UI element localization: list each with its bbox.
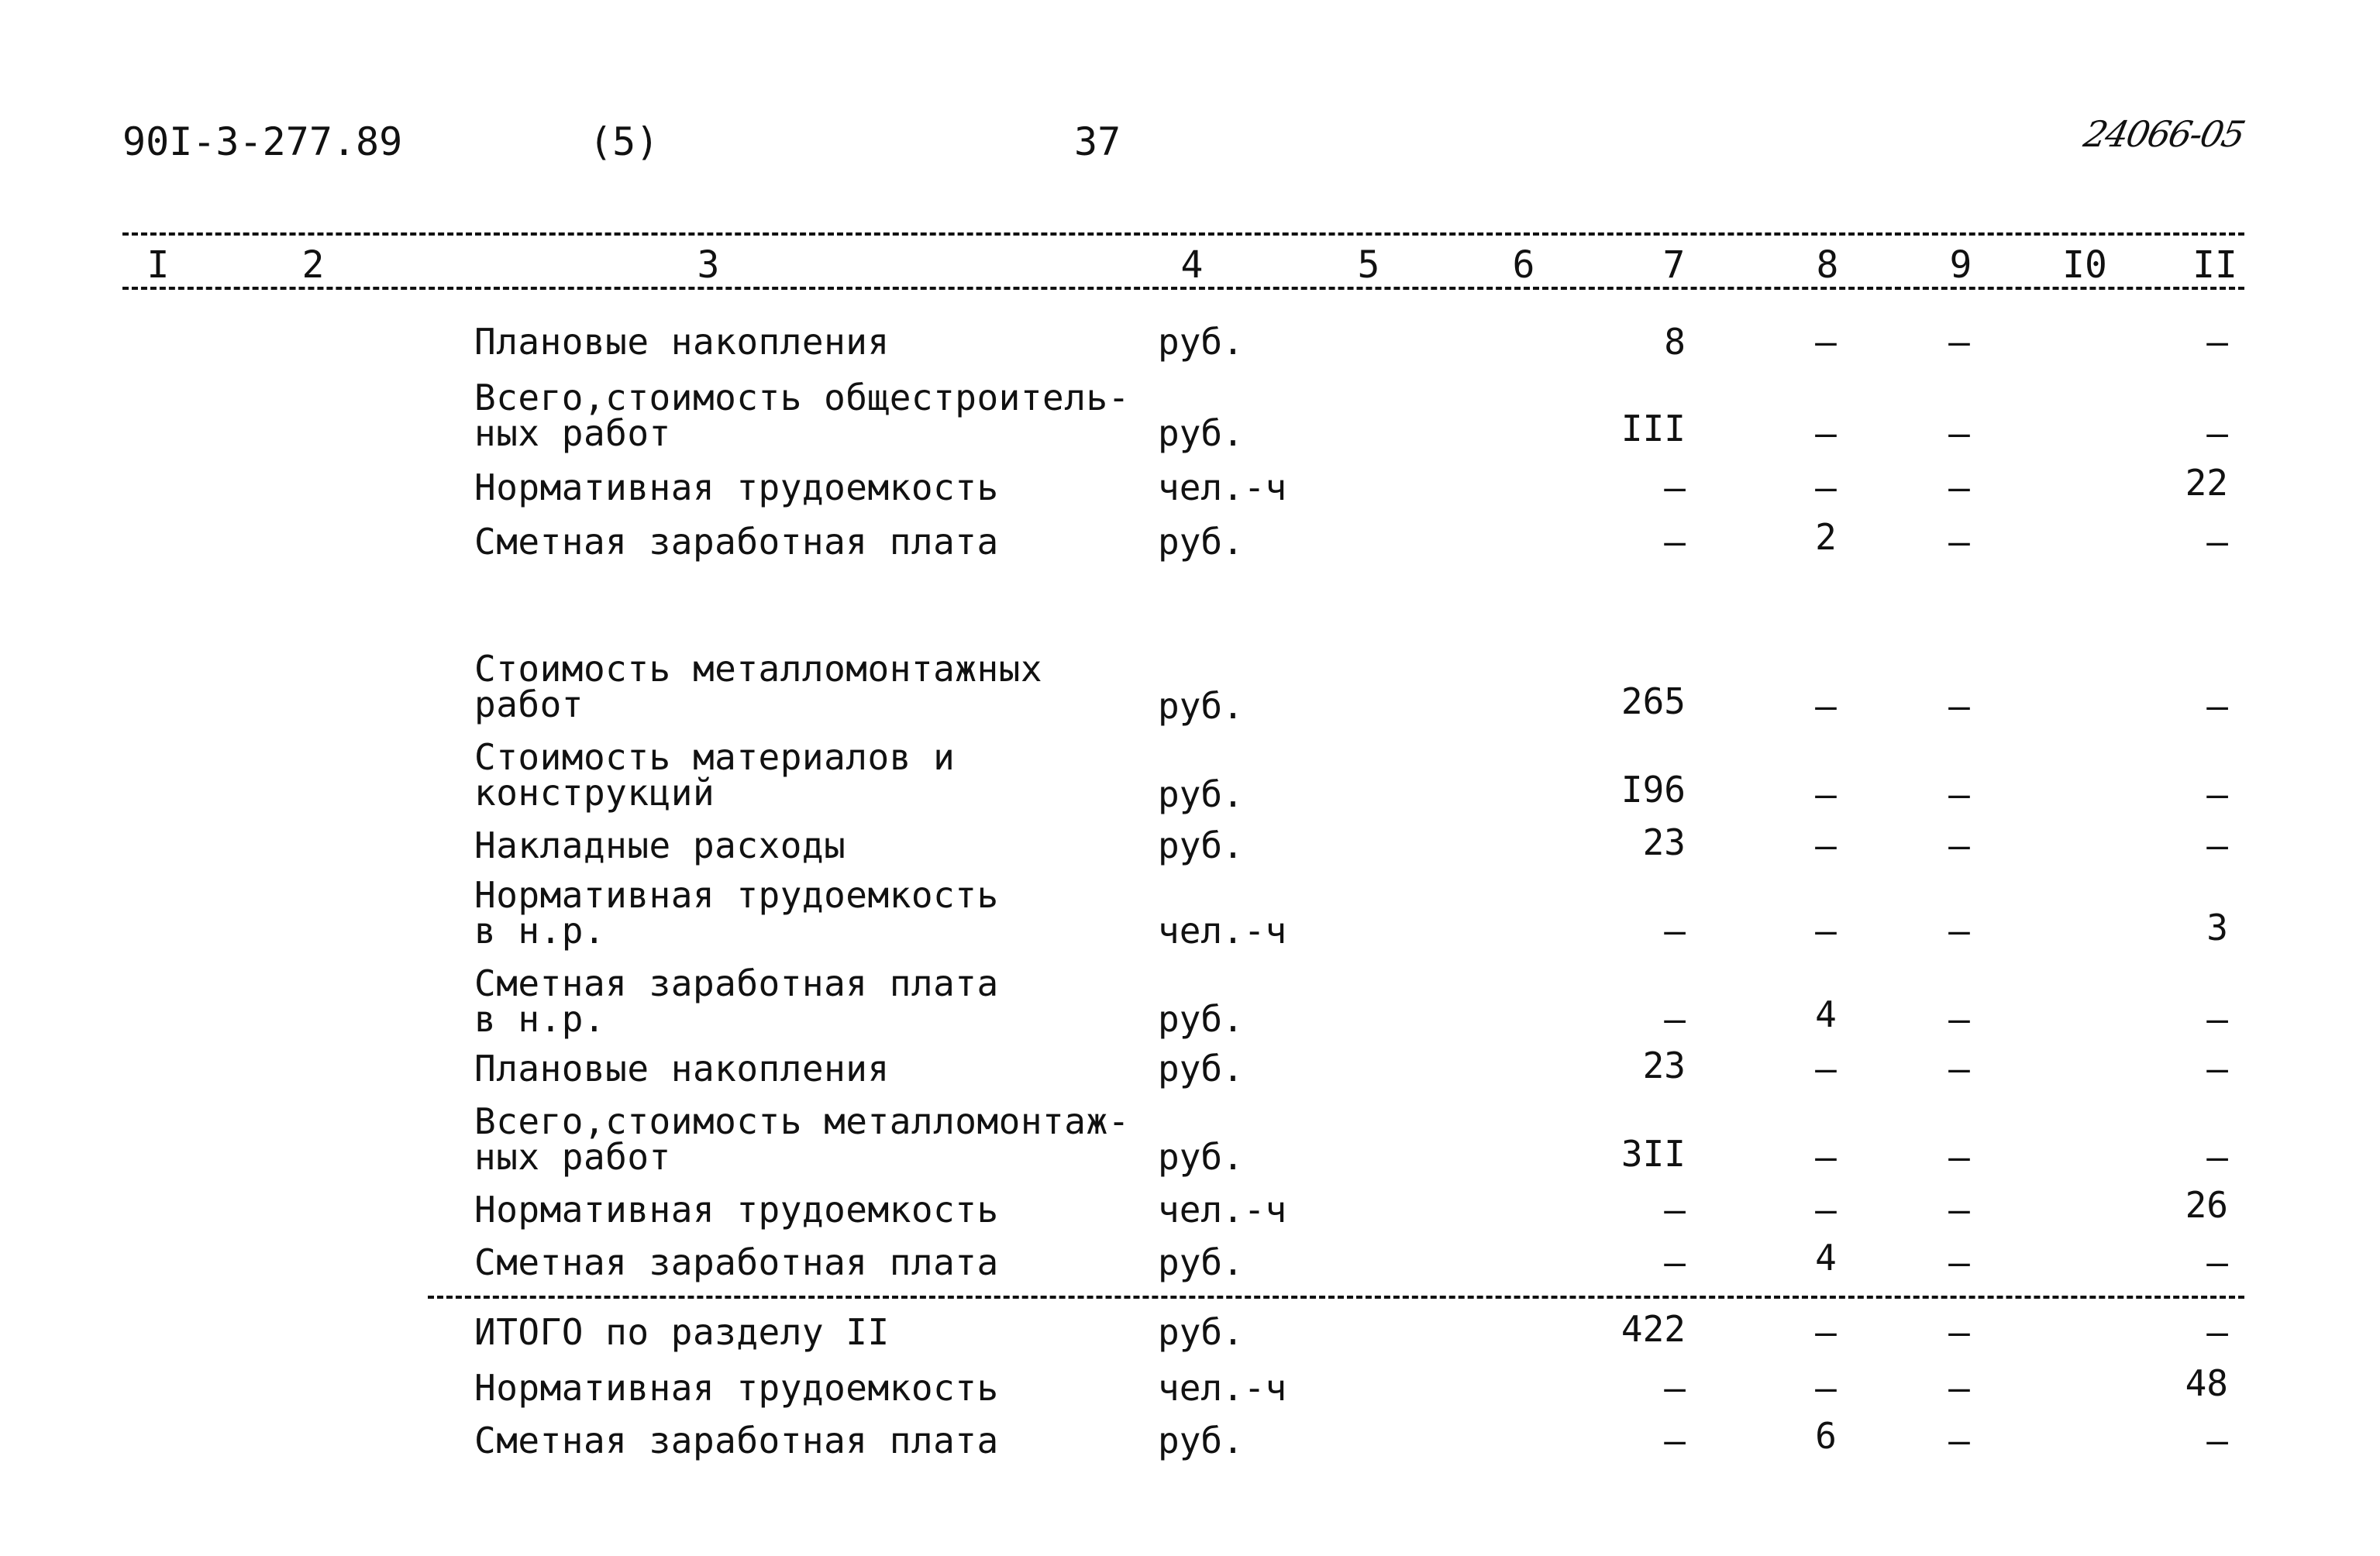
row-col8: 2 xyxy=(1815,516,1837,558)
row-col8: – xyxy=(1815,773,1837,815)
row-col11: – xyxy=(2206,1311,2228,1353)
row-label: Накладные расходы xyxy=(474,824,846,866)
col-header-10: I0 xyxy=(2062,243,2107,287)
row-unit: руб. xyxy=(1158,1311,1244,1353)
row-label: Нормативная трудоемкость xyxy=(474,1189,999,1231)
row-col11: – xyxy=(2206,1136,2228,1178)
row-label: Стоимость металломонтажных работ xyxy=(474,648,1043,725)
row-col8: – xyxy=(1815,412,1837,454)
col-header-3: 3 xyxy=(697,243,720,287)
row-unit: чел.-ч xyxy=(1158,910,1287,952)
row-col7: 3II xyxy=(1621,1133,1686,1175)
row-col7: – xyxy=(1664,998,1686,1040)
row-col11: – xyxy=(2206,521,2228,563)
col-header-7: 7 xyxy=(1662,243,1686,287)
row-label: Всего,стоимость металломонтаж- ных работ xyxy=(474,1100,1130,1178)
row-unit: руб. xyxy=(1158,773,1244,815)
row-col8: – xyxy=(1815,1136,1837,1178)
row-label: Нормативная трудоемкость xyxy=(474,466,999,508)
row-col8: – xyxy=(1815,1367,1837,1409)
row-col7: I96 xyxy=(1621,769,1686,811)
row-col7: – xyxy=(1664,910,1686,952)
row-col8: – xyxy=(1815,1189,1837,1231)
col-header-11: II xyxy=(2192,243,2237,287)
row-col11: – xyxy=(2206,412,2228,454)
row-col9: – xyxy=(1948,1189,1970,1231)
row-unit: руб. xyxy=(1158,321,1244,363)
row-col7: 265 xyxy=(1621,680,1686,722)
row-unit: руб. xyxy=(1158,412,1244,454)
row-col7: – xyxy=(1664,521,1686,563)
handwritten-note: 24066-05 xyxy=(2080,113,2248,155)
row-col7: 23 xyxy=(1642,821,1686,863)
row-col7: III xyxy=(1621,408,1686,449)
col-header-2: 2 xyxy=(301,243,325,287)
col-header-1: I xyxy=(146,243,170,287)
total-rule xyxy=(428,1296,2244,1299)
row-col7: – xyxy=(1664,1241,1686,1283)
row-col11: – xyxy=(2206,1241,2228,1283)
row-col7: – xyxy=(1664,1189,1686,1231)
row-col8: – xyxy=(1815,466,1837,508)
row-col8: – xyxy=(1815,910,1837,952)
row-col8: 4 xyxy=(1815,1237,1837,1279)
row-col9: – xyxy=(1948,998,1970,1040)
row-label: Всего,стоимость общестроитель- ных работ xyxy=(474,377,1130,454)
row-col9: – xyxy=(1948,1367,1970,1409)
row-col8: – xyxy=(1815,1311,1837,1353)
row-col11: – xyxy=(2206,998,2228,1040)
row-label: Сметная заработная плата xyxy=(474,1420,999,1461)
row-col11: – xyxy=(2206,824,2228,866)
row-unit: руб. xyxy=(1158,685,1244,727)
row-label: Сметная заработная плата в н.р. xyxy=(474,962,999,1040)
row-unit: руб. xyxy=(1158,1048,1244,1090)
row-col9: – xyxy=(1948,685,1970,727)
row-col11: 3 xyxy=(2206,907,2228,948)
row-col8: – xyxy=(1815,824,1837,866)
row-col8: – xyxy=(1815,321,1837,363)
row-col9: – xyxy=(1948,824,1970,866)
row-unit: руб. xyxy=(1158,1420,1244,1461)
row-col7: – xyxy=(1664,1420,1686,1461)
row-col11: 26 xyxy=(2185,1184,2228,1226)
row-label: Нормативная трудоемкость в н.р. xyxy=(474,874,999,952)
row-col8: – xyxy=(1815,1048,1837,1090)
col-header-6: 6 xyxy=(1512,243,1535,287)
row-col7: 422 xyxy=(1621,1308,1686,1350)
row-col11: 48 xyxy=(2185,1362,2228,1404)
row-col7: – xyxy=(1664,1367,1686,1409)
row-col9: – xyxy=(1948,1311,1970,1353)
row-label: Плановые накопления xyxy=(474,1048,890,1090)
row-unit: чел.-ч xyxy=(1158,1367,1287,1409)
row-col7: – xyxy=(1664,466,1686,508)
row-unit: руб. xyxy=(1158,998,1244,1040)
row-unit: руб. xyxy=(1158,521,1244,563)
row-col9: – xyxy=(1948,521,1970,563)
col-header-8: 8 xyxy=(1816,243,1839,287)
row-col9: – xyxy=(1948,1241,1970,1283)
row-unit: чел.-ч xyxy=(1158,1189,1287,1231)
row-col11: – xyxy=(2206,1420,2228,1461)
row-col9: – xyxy=(1948,321,1970,363)
row-col11: – xyxy=(2206,321,2228,363)
row-label: Сметная заработная плата xyxy=(474,521,999,563)
col-header-5: 5 xyxy=(1357,243,1380,287)
row-label: Плановые накопления xyxy=(474,321,890,363)
header-top-rule xyxy=(122,232,2244,236)
row-unit: руб. xyxy=(1158,824,1244,866)
row-col11: 22 xyxy=(2185,462,2228,504)
row-col11: – xyxy=(2206,1048,2228,1090)
page-number: 37 xyxy=(1074,119,1121,164)
row-label: Сметная заработная плата xyxy=(474,1241,999,1283)
row-label: ИТОГО по разделу II xyxy=(474,1311,890,1353)
row-col8: 6 xyxy=(1815,1415,1837,1457)
col-header-4: 4 xyxy=(1180,243,1204,287)
doc-code: 90I-3-277.89 xyxy=(122,119,403,164)
row-col9: – xyxy=(1948,466,1970,508)
doc-part: (5) xyxy=(589,119,660,164)
col-header-9: 9 xyxy=(1949,243,1972,287)
row-unit: руб. xyxy=(1158,1241,1244,1283)
row-col9: – xyxy=(1948,1136,1970,1178)
row-col8: – xyxy=(1815,685,1837,727)
row-col9: – xyxy=(1948,1420,1970,1461)
row-col9: – xyxy=(1948,773,1970,815)
row-col9: – xyxy=(1948,1048,1970,1090)
row-unit: руб. xyxy=(1158,1136,1244,1178)
header-bottom-rule xyxy=(122,287,2244,290)
row-col8: 4 xyxy=(1815,993,1837,1035)
row-col11: – xyxy=(2206,773,2228,815)
row-col9: – xyxy=(1948,910,1970,952)
row-col7: 23 xyxy=(1642,1045,1686,1086)
row-label: Стоимость материалов и конструкций xyxy=(474,736,956,814)
row-label: Нормативная трудоемкость xyxy=(474,1367,999,1409)
row-col7: 8 xyxy=(1664,321,1686,363)
row-col11: – xyxy=(2206,685,2228,727)
row-col9: – xyxy=(1948,412,1970,454)
row-unit: чел.-ч xyxy=(1158,466,1287,508)
